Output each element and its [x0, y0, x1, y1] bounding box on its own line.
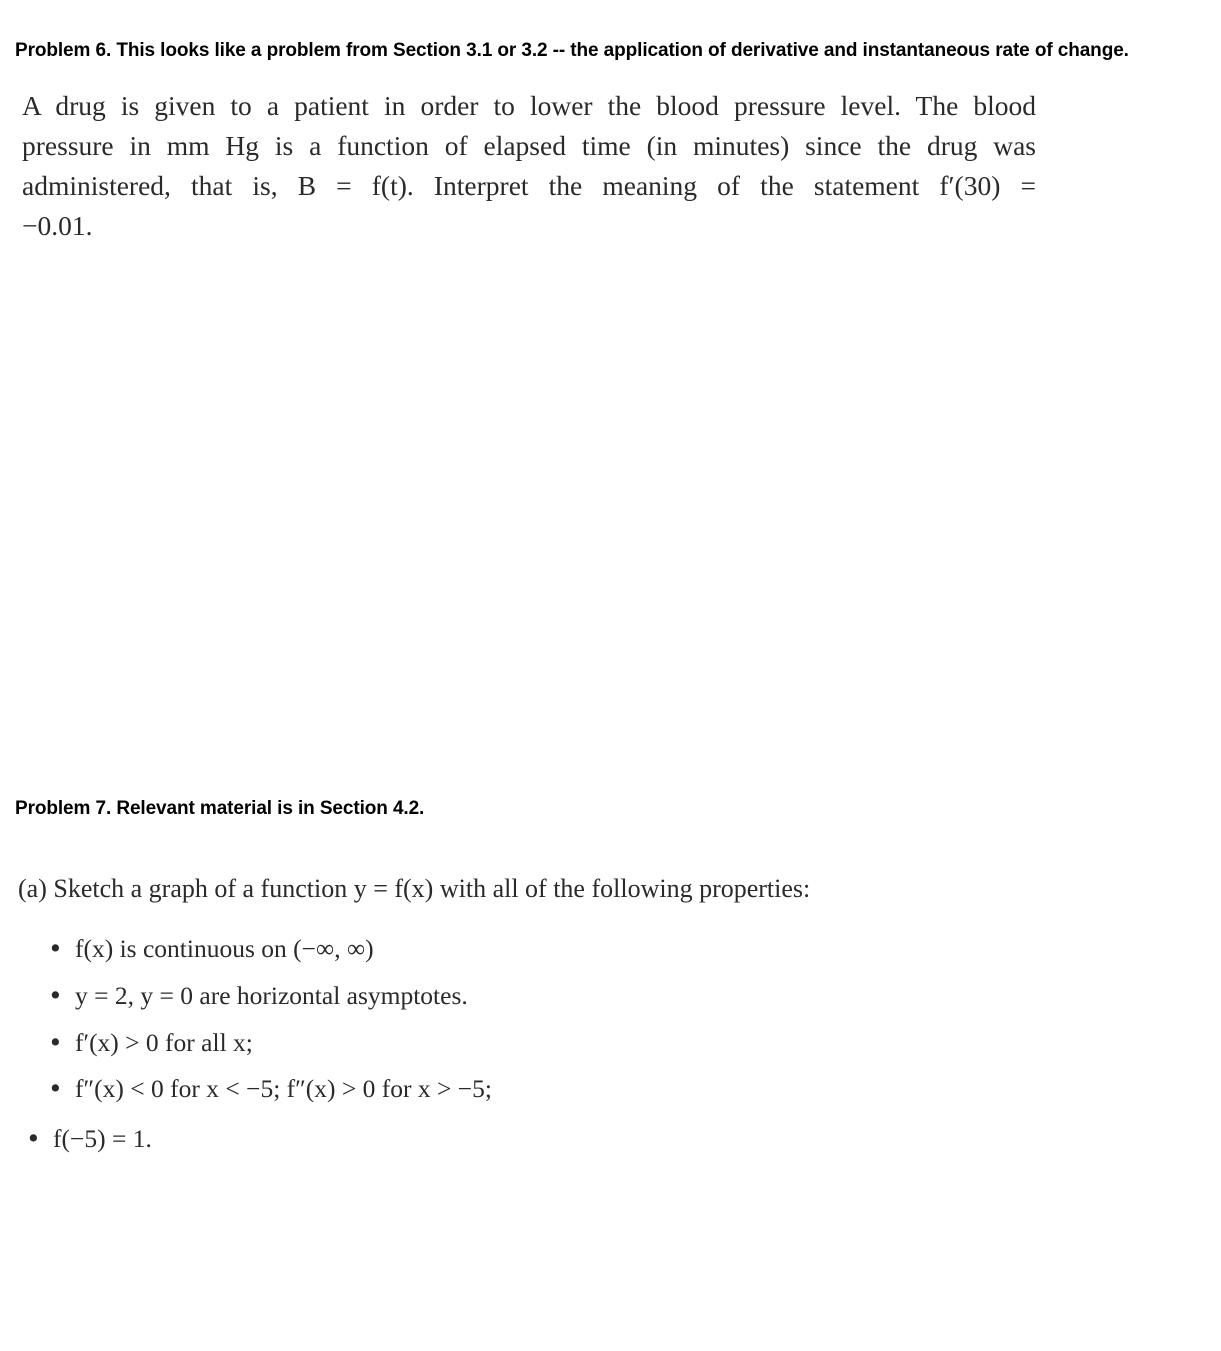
property-text: f′(x) > 0 for all x;	[75, 1028, 253, 1057]
problem-6-line: −0.01.	[22, 210, 93, 241]
property-text: f(−5) = 1.	[53, 1124, 152, 1153]
problem-6-line: pressure in mm Hg is a function of elapsed time (in minutes) since the drug was	[22, 130, 1036, 161]
problem-6-line: administered, that is, B = f(t). Interpret the meaning of the statement f′(30) =	[22, 170, 1036, 201]
bullet-icon: •	[48, 1028, 63, 1057]
property-text: f″(x) < 0 for x < −5; f″(x) > 0 for x > −5;	[75, 1074, 492, 1103]
property-text: y = 2, y = 0 are horizontal asymptotes.	[75, 981, 468, 1010]
property-text: f(x) is continuous on (−∞, ∞)	[75, 934, 374, 963]
bullet-icon: •	[48, 934, 63, 963]
problem-7-part-a: (a) Sketch a graph of a function y = f(x) with all of the following properties:	[18, 874, 811, 903]
problem-6-line: A drug is given to a patient in order to lower the blood pressure level. The blood	[22, 90, 1036, 121]
problem-7-heading: Problem 7. Relevant material is in Section 4.2.	[15, 798, 425, 819]
bullet-icon: •	[26, 1124, 41, 1153]
problem-6-statement	[22, 86, 1036, 246]
problem-6-heading: Problem 6. This looks like a problem from Section 3.1 or 3.2 -- the application of derivative and instantaneous rate of change.	[15, 40, 1129, 61]
bullet-icon: •	[48, 981, 63, 1010]
bullet-icon: •	[48, 1074, 63, 1103]
